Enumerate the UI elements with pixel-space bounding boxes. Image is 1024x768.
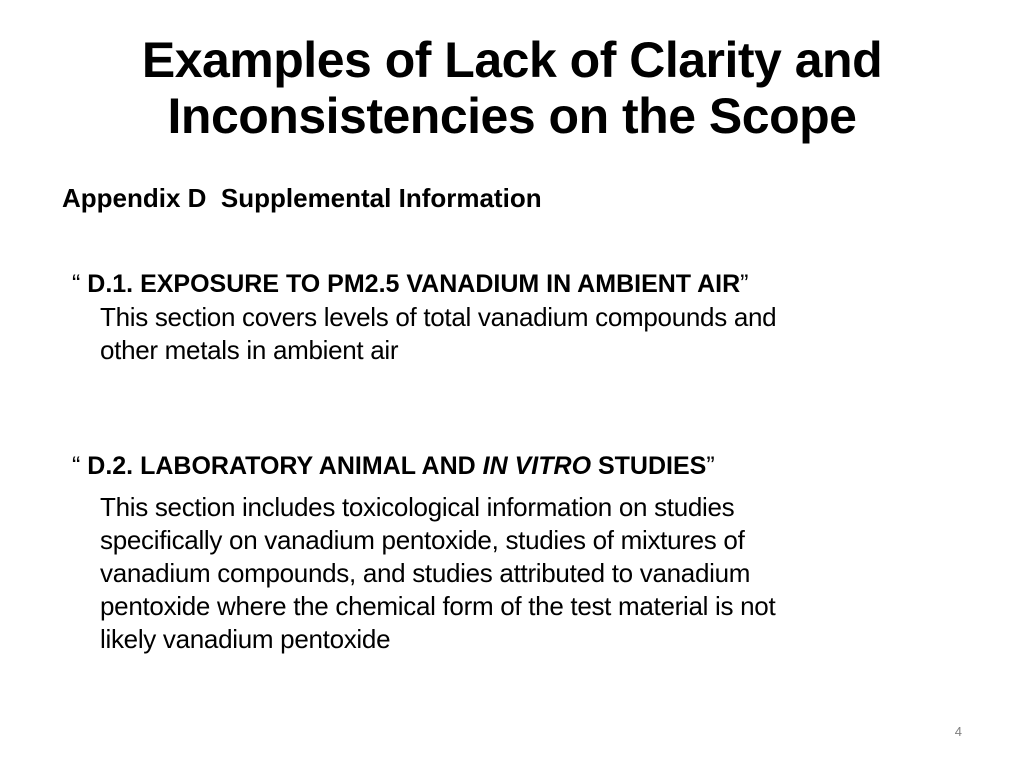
appendix-subheading: Appendix D Supplemental Information [62, 183, 542, 213]
section-heading-text: D.2. LABORATORY ANIMAL AND [87, 452, 483, 480]
section-heading-text: D.1. EXPOSURE TO PM2.5 VANADIUM IN AMBIENT AIR [87, 270, 741, 298]
title-line: Examples of Lack of Clarity and [141, 32, 883, 88]
section-heading [72, 449, 972, 483]
section-body [100, 301, 972, 367]
body-line: specifically on vanadium pentoxide, studies of mixtures of [100, 525, 745, 555]
body-line: This section includes toxicological information on studies [100, 492, 735, 522]
body-line: likely vanadium pentoxide [100, 624, 391, 654]
close-quote: ” [740, 270, 749, 298]
close-quote: ” [706, 452, 715, 480]
section-d2 [72, 449, 972, 656]
page-number: 4 [954, 724, 962, 739]
body-line: vanadium compounds, and studies attributed to vanadium [100, 558, 751, 588]
body-line: pentoxide where the chemical form of the test material is not [100, 591, 776, 621]
open-quote: “ [72, 452, 88, 480]
section-heading-text: STUDIES [591, 452, 707, 480]
section-heading [72, 267, 972, 301]
body-line: This section covers levels of total vanadium compounds and [100, 302, 777, 332]
open-quote: “ [72, 270, 88, 298]
body-line: other metals in ambient air [100, 335, 399, 365]
section-heading-italic-text: IN VITRO [482, 452, 592, 480]
section-d1 [72, 267, 972, 367]
section-body [100, 491, 972, 656]
title-line: Inconsistencies on the Scope [167, 88, 857, 144]
slide-title [40, 32, 984, 144]
